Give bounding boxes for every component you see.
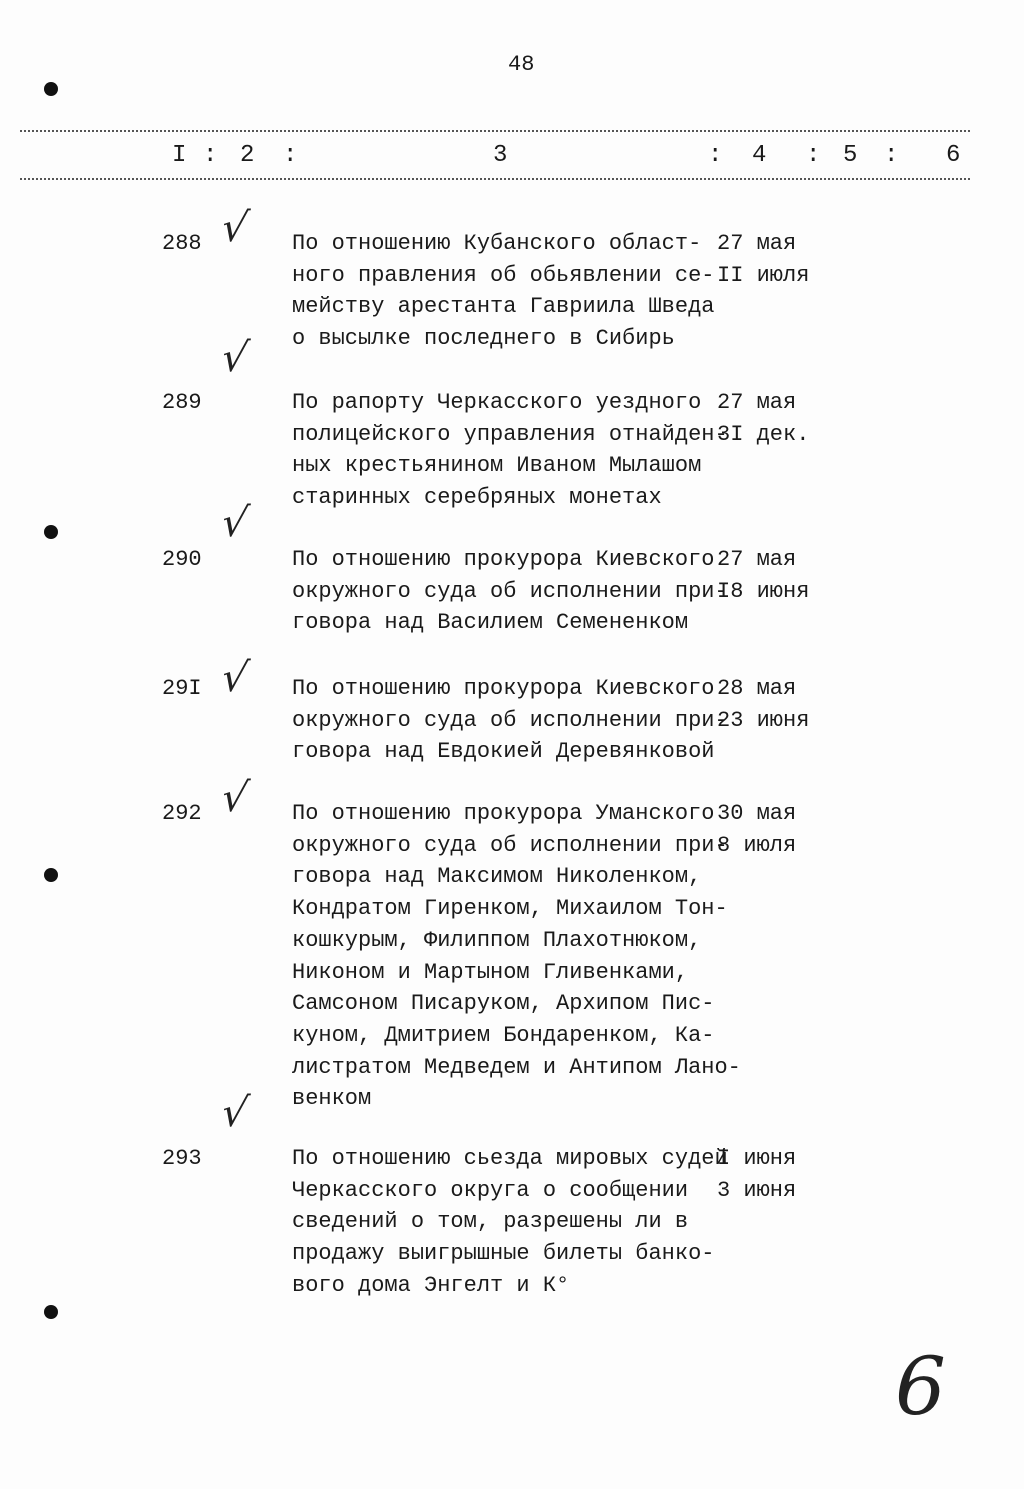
checkmark-icon: √ (217, 1090, 252, 1136)
end-date: 23 июня (717, 707, 810, 733)
column-number: 2 (240, 142, 255, 169)
description-line: венком (292, 1086, 372, 1112)
end-date: 3I дек. (717, 421, 810, 447)
start-date: 30 мая (717, 801, 797, 826)
description-line: Черкасского округа о сообщении (292, 1177, 689, 1203)
description-line: куном, Дмитрием Бондаренком, Ка- (292, 1022, 715, 1048)
entry-description (292, 1143, 728, 1302)
description-line: По отношению сьезда мировых судей (292, 1146, 728, 1171)
description-line: Никоном и Мартыном Гливенками, (292, 959, 689, 985)
entry-description (292, 798, 741, 1115)
description-line: По отношению прокурора Киевского (292, 676, 715, 701)
description-line: ных крестьянином Иваном Мылашом (292, 453, 702, 479)
checkmark-icon: √ (217, 775, 252, 821)
description-line: По рапорту Черкасского уездного (292, 390, 702, 415)
punch-hole (44, 82, 58, 96)
end-date: I8 июня (717, 578, 810, 604)
entry-dates (717, 1143, 796, 1206)
entry-dates (717, 228, 809, 291)
column-separator: : (806, 142, 821, 169)
description-line: кошкурым, Филиппом Плахотнюком, (292, 927, 702, 953)
entry-number: 290 (162, 547, 202, 572)
end-date: 3 июня (717, 1177, 797, 1203)
description-line: По отношению прокурора Уманского (292, 801, 715, 826)
column-separator: : (708, 142, 723, 169)
end-date: 8 июля (717, 832, 797, 858)
header-rule-bottom (20, 178, 970, 180)
checkmark-icon: √ (217, 500, 252, 546)
entry-dates (717, 673, 809, 736)
description-line: Самсоном Писаруком, Архипом Пис- (292, 991, 715, 1017)
description-line: вого дома Энгелт и К° (292, 1272, 570, 1298)
header-rule-top (20, 130, 970, 132)
description-line: мейству арестанта Гавриила Шведа (292, 294, 715, 320)
column-number: I (172, 142, 187, 169)
entry-dates (717, 544, 809, 607)
checkmark-icon: √ (217, 335, 252, 381)
entry-description (292, 387, 728, 514)
column-number: 6 (946, 142, 961, 169)
entry-number: 29I (162, 676, 202, 701)
description-line: полицейского управления отнайден- (292, 421, 728, 447)
start-date: 27 мая (717, 547, 797, 572)
start-date: 27 мая (717, 390, 797, 415)
description-line: ного правления об обьявлении се- (292, 262, 715, 288)
entry-description (292, 673, 728, 768)
description-line: По отношению Кубанского област- (292, 231, 702, 256)
page-number: 48 (508, 52, 535, 77)
column-separator: : (203, 142, 218, 169)
column-number: 5 (843, 142, 858, 169)
description-line: листратом Медведем и Антипом Лано- (292, 1054, 741, 1080)
description-line: По отношению прокурора Киевского (292, 547, 715, 572)
entry-number: 289 (162, 390, 202, 415)
column-separator: : (884, 142, 899, 169)
description-line: окружного суда об исполнении при- (292, 578, 728, 604)
entry-number: 292 (162, 801, 202, 826)
start-date: 28 мая (717, 676, 797, 701)
description-line: окружного суда об исполнении при- (292, 832, 728, 858)
column-number: 3 (493, 142, 508, 169)
description-line: окружного суда об исполнении при- (292, 707, 728, 733)
description-line: говора над Василием Семененком (292, 610, 689, 636)
punch-hole (44, 868, 58, 882)
entry-number: 288 (162, 231, 202, 256)
description-line: говора над Евдокией Деревянковой (292, 739, 715, 765)
start-date: 27 мая (717, 231, 797, 256)
punch-hole (44, 1305, 58, 1319)
punch-hole (44, 525, 58, 539)
description-line: сведений о том, разрешены ли в (292, 1209, 689, 1235)
checkmark-icon: √ (217, 205, 252, 251)
entry-number: 293 (162, 1146, 202, 1171)
checkmark-icon: √ (217, 655, 252, 701)
description-line: продажу выигрышные билеты банко- (292, 1241, 715, 1267)
description-line: говора над Максимом Николенком, (292, 864, 702, 890)
sheet-number-handwritten: 6 (895, 1340, 946, 1433)
description-line: старинных серебряных монетах (292, 485, 662, 511)
entry-dates (717, 387, 809, 450)
start-date: I июня (717, 1146, 797, 1171)
entry-description (292, 544, 728, 639)
entry-dates (717, 798, 796, 861)
end-date: II июля (717, 262, 810, 288)
description-line: о высылке последнего в Сибирь (292, 326, 675, 352)
description-line: Кондратом Гиренком, Михаилом Тон- (292, 896, 728, 922)
entry-description (292, 228, 714, 355)
column-number: 4 (752, 142, 767, 169)
column-separator: : (283, 142, 298, 169)
